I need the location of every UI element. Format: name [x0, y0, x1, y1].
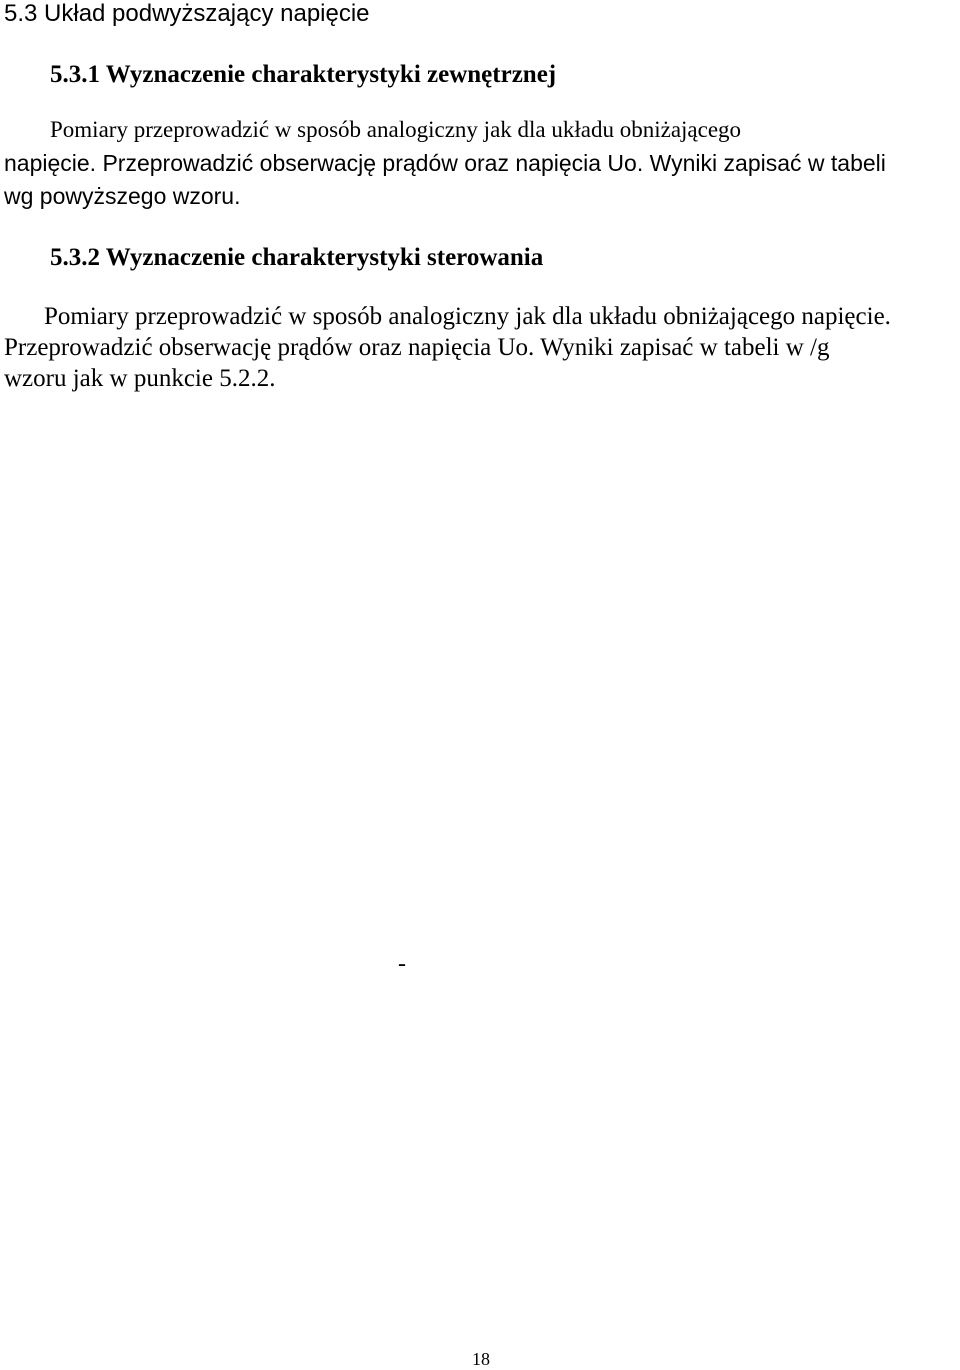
page-number: 18 — [472, 1349, 490, 1369]
dash-mark: - — [398, 951, 406, 977]
section-heading: 5.3 Układ podwyższający napięcie — [4, 0, 370, 27]
subsection-heading-5-3-1: 5.3.1 Wyznaczenie charakterystyki zewnętrznej — [50, 61, 557, 88]
paragraph-line: Pomiary przeprowadzić w sposób analogiczny jak dla układu obniżającego napięcie. — [44, 303, 891, 330]
subsection-heading-5-3-2: 5.3.2 Wyznaczenie charakterystyki sterowania — [50, 244, 544, 271]
paragraph-line: Przeprowadzić obserwację prądów oraz napięcia Uo. Wyniki zapisać w tabeli w /g — [4, 334, 830, 361]
paragraph-line: wg powyższego wzoru. — [4, 183, 241, 209]
paragraph-line: napięcie. Przeprowadzić obserwację prądów oraz napięcia Uo. Wyniki zapisać w tabeli — [4, 150, 886, 176]
paragraph-line: Pomiary przeprowadzić w sposób analogiczny jak dla układu obniżającego — [50, 117, 742, 142]
paragraph-line: wzoru jak w punkcie 5.2.2. — [4, 365, 276, 392]
